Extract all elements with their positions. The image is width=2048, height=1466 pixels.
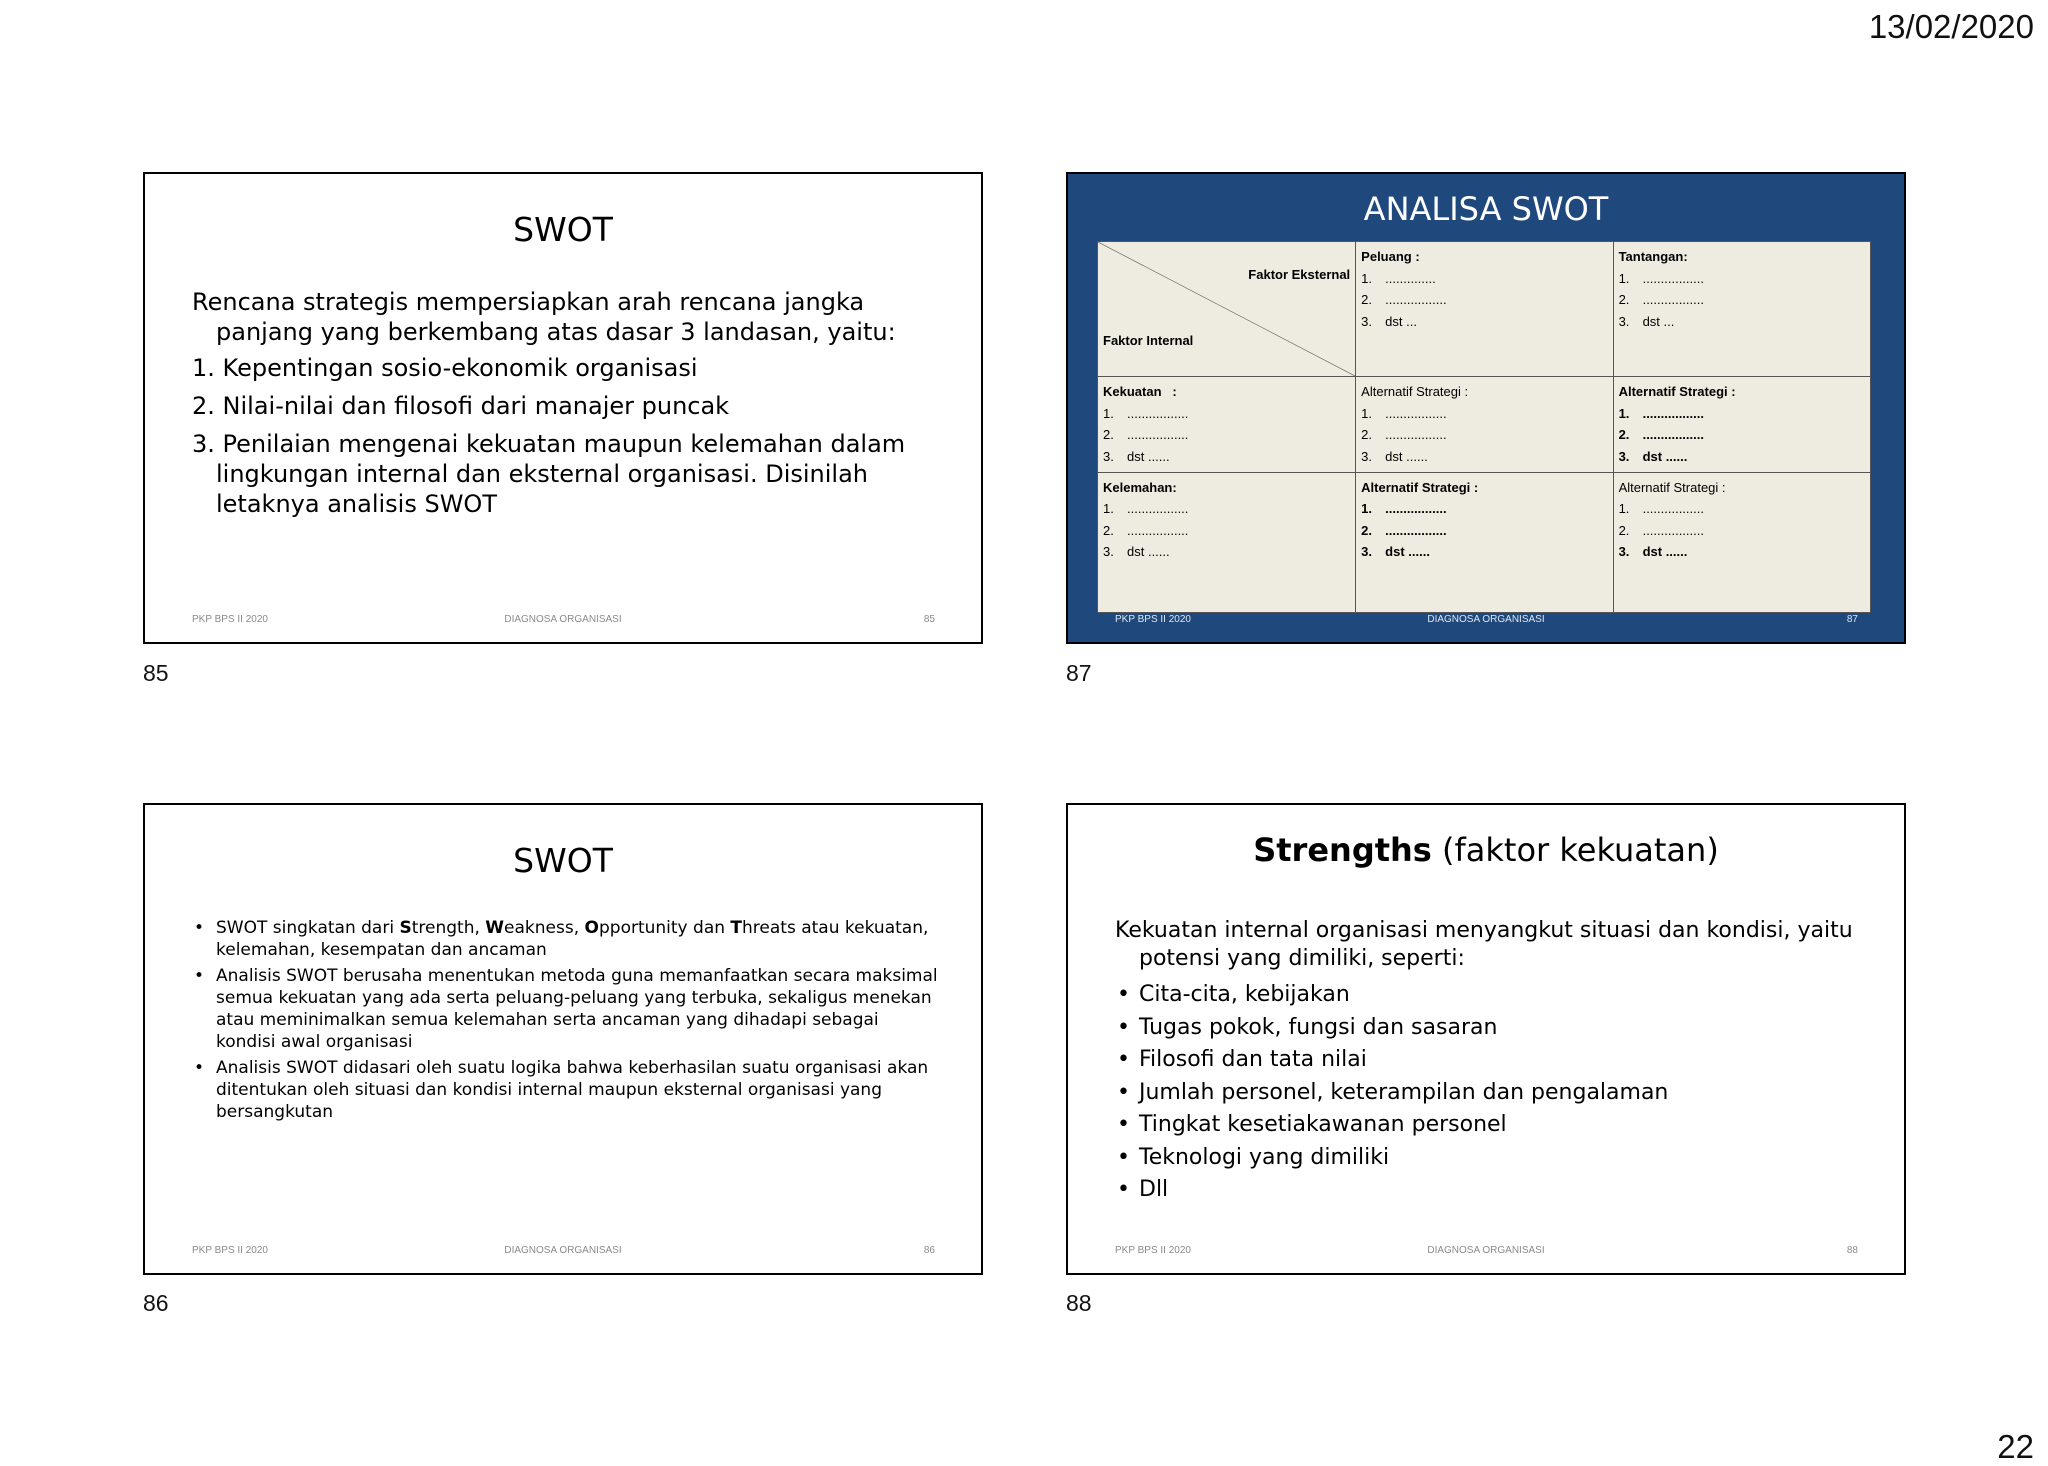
list-item: • Teknologi yang dimiliki bbox=[1117, 1144, 1390, 1170]
list-item: • Filosofi dan tata nilai bbox=[1117, 1047, 1367, 1072]
slide-title: SWOT bbox=[513, 210, 613, 249]
kelemahan-cell bbox=[1098, 472, 1356, 612]
cell-item: 3. dst ...... bbox=[1361, 448, 1428, 464]
slide-footer bbox=[145, 614, 981, 628]
list-item: • Analisis SWOT didasari oleh suatu logika bahwa keberhasilan suatu organisasi akan ditentukan oleh situasi dan kondisi internal maupun eksternal organisasi yang bersangkutan bbox=[194, 1058, 929, 1122]
slide-caption: 87 bbox=[1066, 660, 1092, 686]
strategi-header: Alternatif Strategi : bbox=[1618, 479, 1726, 495]
tantangan-header: Tantangan: bbox=[1618, 249, 1688, 264]
strategi-header: Alternatif Strategi : bbox=[1361, 384, 1469, 400]
slide-body bbox=[1115, 917, 1864, 1209]
kekuatan-header: Kekuatan : bbox=[1103, 384, 1177, 400]
slide-body bbox=[192, 287, 941, 527]
footer-left: PKP BPS II 2020 bbox=[1115, 614, 1191, 625]
slide-85 bbox=[143, 172, 983, 644]
intro-text: Rencana strategis mempersiapkan arah rencana jangka panjang yang berkembang atas dasar 3 landasan, yaitu: bbox=[192, 288, 896, 346]
list-item: • SWOT singkatan dari Strength, Weakness, Opportunity dan Threats atau kekuatan, kelemahan, kesempatan dan ancaman bbox=[194, 918, 929, 960]
kekuatan-cell bbox=[1098, 377, 1356, 473]
peluang-cell bbox=[1356, 242, 1613, 377]
diagonal-divider bbox=[1098, 242, 1355, 376]
strategi-so-cell bbox=[1356, 377, 1613, 473]
list-item: • Jumlah personel, keterampilan dan pengalaman bbox=[1117, 1079, 1669, 1105]
list-item: • Dll bbox=[1117, 1177, 1169, 1202]
slide-title: ANALISA SWOT bbox=[1363, 190, 1609, 228]
footer-page-number: 87 bbox=[1846, 614, 1858, 625]
cell-item: 2. ................. bbox=[1618, 522, 1704, 538]
slide-title: Strengths (faktor kekuatan) bbox=[1253, 831, 1719, 869]
list-item: • Tugas pokok, fungsi dan sasaran bbox=[1117, 1014, 1498, 1040]
kelemahan-header: Kelemahan: bbox=[1103, 479, 1177, 495]
page-number: 22 bbox=[1997, 1428, 2034, 1465]
strategi-header: Alternatif Strategi : bbox=[1618, 384, 1736, 400]
cell-item: 2. ................. bbox=[1361, 292, 1447, 307]
slide-caption: 85 bbox=[143, 660, 169, 686]
footer-center: DIAGNOSA ORGANISASI bbox=[1427, 1245, 1545, 1256]
footer-page-number: 86 bbox=[923, 1245, 935, 1256]
cell-item: 3. dst ...... bbox=[1103, 448, 1170, 464]
cell-item: 1. ................. bbox=[1618, 405, 1704, 421]
slide-88 bbox=[1066, 803, 1906, 1275]
cell-item: 2. ................. bbox=[1361, 522, 1447, 538]
list-item: 3. Penilaian mengenai kekuatan maupun kelemahan dalam lingkungan internal dan eksternal organisasi. Disinilah letaknya analisis SWOT bbox=[192, 430, 906, 518]
cell-item: 1. .............. bbox=[1361, 270, 1436, 286]
strategi-header: Alternatif Strategi : bbox=[1361, 479, 1479, 495]
swot-matrix bbox=[1097, 241, 1871, 613]
cell-item: 3. dst ...... bbox=[1618, 544, 1688, 560]
matrix-corner-cell bbox=[1098, 242, 1356, 377]
cell-item: 3. dst ... bbox=[1618, 313, 1675, 329]
footer-center: DIAGNOSA ORGANISASI bbox=[504, 614, 622, 625]
cell-item: 2. ................. bbox=[1103, 427, 1189, 443]
landasan-list bbox=[192, 353, 941, 519]
slide-caption: 86 bbox=[143, 1290, 169, 1316]
footer-left: PKP BPS II 2020 bbox=[192, 1245, 268, 1256]
cell-item: 1. ................. bbox=[1103, 405, 1189, 421]
footer-page-number: 85 bbox=[923, 614, 935, 625]
footer-center: DIAGNOSA ORGANISASI bbox=[1427, 614, 1545, 625]
slide-title: SWOT bbox=[513, 841, 613, 880]
strategi-wo-cell bbox=[1356, 472, 1613, 612]
list-item: • Analisis SWOT berusaha menentukan metoda guna memanfaatkan secara maksimal semua kekuatan yang ada serta peluang-peluang yang terbuka, sekaligus menekan atau meminimalkan semua kelemahan serta ancaman yang dihadapi sebagai kondisi awal organisasi bbox=[194, 966, 938, 1052]
page-date: 13/02/2020 bbox=[1868, 8, 2034, 45]
slide-footer bbox=[1068, 614, 1904, 628]
slide-87 bbox=[1066, 172, 1906, 644]
cell-item: 3. dst ... bbox=[1361, 313, 1417, 329]
peluang-header: Peluang : bbox=[1361, 249, 1420, 264]
slide-body bbox=[192, 917, 941, 1127]
strategi-wt-cell bbox=[1613, 472, 1870, 612]
footer-left: PKP BPS II 2020 bbox=[192, 614, 268, 625]
faktor-internal-label: Faktor Internal bbox=[1103, 333, 1194, 348]
cell-item: 2. ................. bbox=[1361, 427, 1447, 443]
swot-bullet-list bbox=[192, 917, 941, 1123]
slide-footer bbox=[145, 1245, 981, 1259]
footer-page-number: 88 bbox=[1846, 1245, 1858, 1256]
cell-item: 1. ................. bbox=[1361, 405, 1447, 421]
cell-item: 1. ................. bbox=[1618, 270, 1704, 286]
cell-item: 3. dst ...... bbox=[1103, 544, 1170, 560]
cell-item: 3. dst ...... bbox=[1618, 448, 1688, 464]
footer-left: PKP BPS II 2020 bbox=[1115, 1245, 1191, 1256]
footer-center: DIAGNOSA ORGANISASI bbox=[504, 1245, 622, 1256]
faktor-eksternal-label: Faktor Eksternal bbox=[1248, 267, 1351, 282]
strengths-list bbox=[1115, 981, 1864, 1204]
cell-item: 1. ................. bbox=[1361, 501, 1447, 517]
cell-item: 1. ................. bbox=[1103, 501, 1189, 517]
slide-86 bbox=[143, 803, 983, 1275]
cell-item: 1. ................. bbox=[1618, 501, 1704, 517]
slide-caption: 88 bbox=[1066, 1290, 1092, 1316]
list-item: • Tingkat kesetiakawanan personel bbox=[1117, 1112, 1507, 1137]
cell-item: 2. ................. bbox=[1618, 427, 1704, 443]
list-item: • Cita-cita, kebijakan bbox=[1117, 982, 1350, 1007]
slide-footer bbox=[1068, 1245, 1904, 1259]
list-item: 2. Nilai-nilai dan filosofi dari manajer puncak bbox=[192, 392, 730, 420]
cell-item: 2. ................. bbox=[1618, 292, 1704, 307]
cell-item: 3. dst ...... bbox=[1361, 544, 1430, 560]
tantangan-cell bbox=[1613, 242, 1870, 377]
strategi-st-cell bbox=[1613, 377, 1870, 473]
intro-text: Kekuatan internal organisasi menyangkut situasi dan kondisi, yaitu potensi yang dimiliki, seperti: bbox=[1115, 918, 1853, 971]
list-item: 1. Kepentingan sosio-ekonomik organisasi bbox=[192, 354, 698, 382]
cell-item: 2. ................. bbox=[1103, 522, 1189, 538]
